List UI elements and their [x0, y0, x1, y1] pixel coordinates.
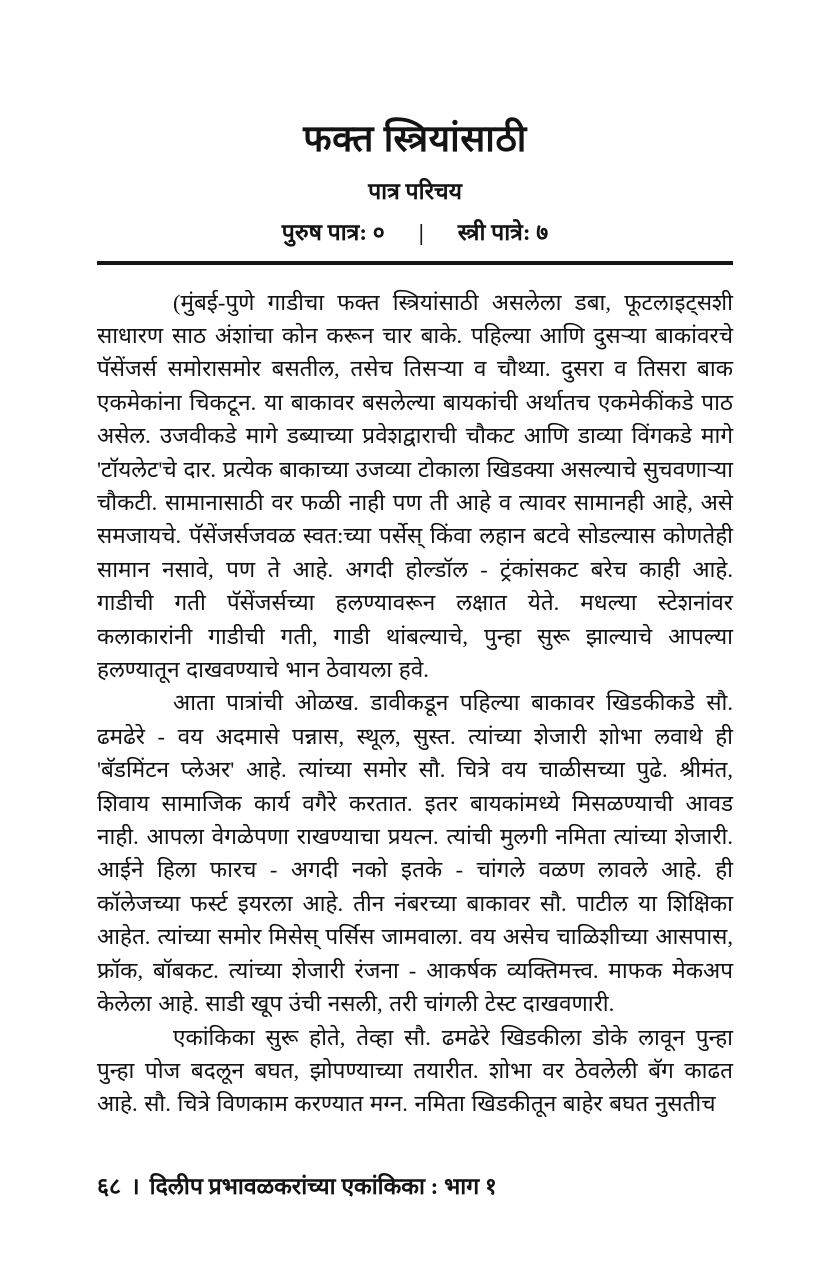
header-rule — [97, 261, 733, 265]
cast-divider: | — [418, 219, 424, 245]
cast-intro-heading: पात्र परिचय — [368, 179, 462, 205]
stage-direction-paragraph: (मुंबई-पुणे गाडीचा फक्त स्त्रियांसाठी असलेला डबा, फूटलाइट्सशी साधारण साठ अंशांचा कोन करून चार बाके. पहिल्या आणि दुसऱ्या बाकांवरचे पॅसेंजर्स समोरासमोर बसतील, तसेच तिसऱ्या व चौथ्या. दुसरा व तिसरा बाक एकमेकांना चिकटून. या बाकावर बसलेल्या बायकांची अर्थातच एकमेकींकडे पाठ असेल. उजवीकडे मागे डब्याच्या प्रवेशद्वाराची चौकट आणि डाव्या विंगकडे मागे 'टॉयलेट'चे दार. प्रत्येक बाकाच्या उजव्या टोकाला खिडक्या असल्याचे सुचवणाऱ्या चौकटी. सामानासाठी वर फळी नाही पण ती आहे व त्यावर सामानही आहे, असे समजायचे. पॅसेंजर्सजवळ स्वत:च्या पर्सेस् किंवा लहान बटवे सोडल्यास कोणतेही सामान नसावे, पण ते आहे. अगदी होल्डॉल - ट्रंकांसकट बरेच काही आहे. गाडीची गती पॅसेंजर्सच्या हलण्यावरून लक्षात येते. मधल्या स्टेशनांवर कलाकारांनी गाडीची गती, गाडी थांबल्याचे, पुन्हा सुरू झाल्याचे आपल्या हलण्यातून दाखवण्याचे भान ठेवायला हवे. — [97, 289, 733, 683]
footer-separator: । — [130, 1174, 140, 1199]
female-cast-count: स्त्री पात्रे: ७ — [457, 219, 549, 245]
page-footer — [97, 1169, 497, 1201]
page-number: ६८ — [97, 1174, 121, 1199]
book-title: दिलीप प्रभावळकरांच्या एकांकिका : भाग १ — [149, 1174, 497, 1199]
male-cast-count: पुरुष पात्र: ० — [281, 219, 385, 245]
cast-count-line — [97, 219, 733, 247]
play-title: फक्त स्त्रियांसाठी — [303, 119, 527, 160]
character-introduction-paragraph: आता पात्रांची ओळख. डावीकडून पहिल्या बाकावर खिडकीकडे सौ. ढमढेरे - वय अदमासे पन्नास, स्थूल, सुस्त. त्यांच्या शेजारी शोभा लवाथे ही 'बॅडमिंटन प्लेअर' आहे. त्यांच्या समोर सौ. चित्रे वय चाळीसच्या पुढे. श्रीमंत, शिवाय सामाजिक कार्य वगैरे करतात. इतर बायकांमध्ये मिसळण्याची आवड नाही. आपला वेगळेपणा राखण्याचा प्रयत्न. त्यांची मुलगी नमिता त्यांच्या शेजारी. आईने हिला फारच - अगदी नको इतके - चांगले वळण लावले आहे. ही कॉलेजच्या फर्स्ट इयरला आहे. तीन नंबरच्या बाकावर सौ. पाटील या शिक्षिका आहेत. त्यांच्या समोर मिसेस् पर्सिस जामवाला. वय असेच चाळिशीच्या आसपास, फ्रॉक, बॉबकट. त्यांच्या शेजारी रंजना - आकर्षक व्यक्तिमत्त्व. माफक मेकअप केलेला आहे. साडी खूप उंची नसली, तरी चांगली टेस्ट दाखवणारी. — [97, 690, 733, 1017]
play-text — [97, 286, 733, 1121]
opening-scene-paragraph: एकांकिका सुरू होते, तेव्हा सौ. ढमढेरे खिडकीला डोके लावून पुन्हा पुन्हा पोज बदलून बघत, झोपण्याच्या तयारीत. शोभा वर ठेवलेली बॅग काढत आहे. सौ. चित्रे विणकाम करण्यात मग्न. नमिता खिडकीतून बाहेर बघत नुसतीच — [97, 1024, 733, 1117]
